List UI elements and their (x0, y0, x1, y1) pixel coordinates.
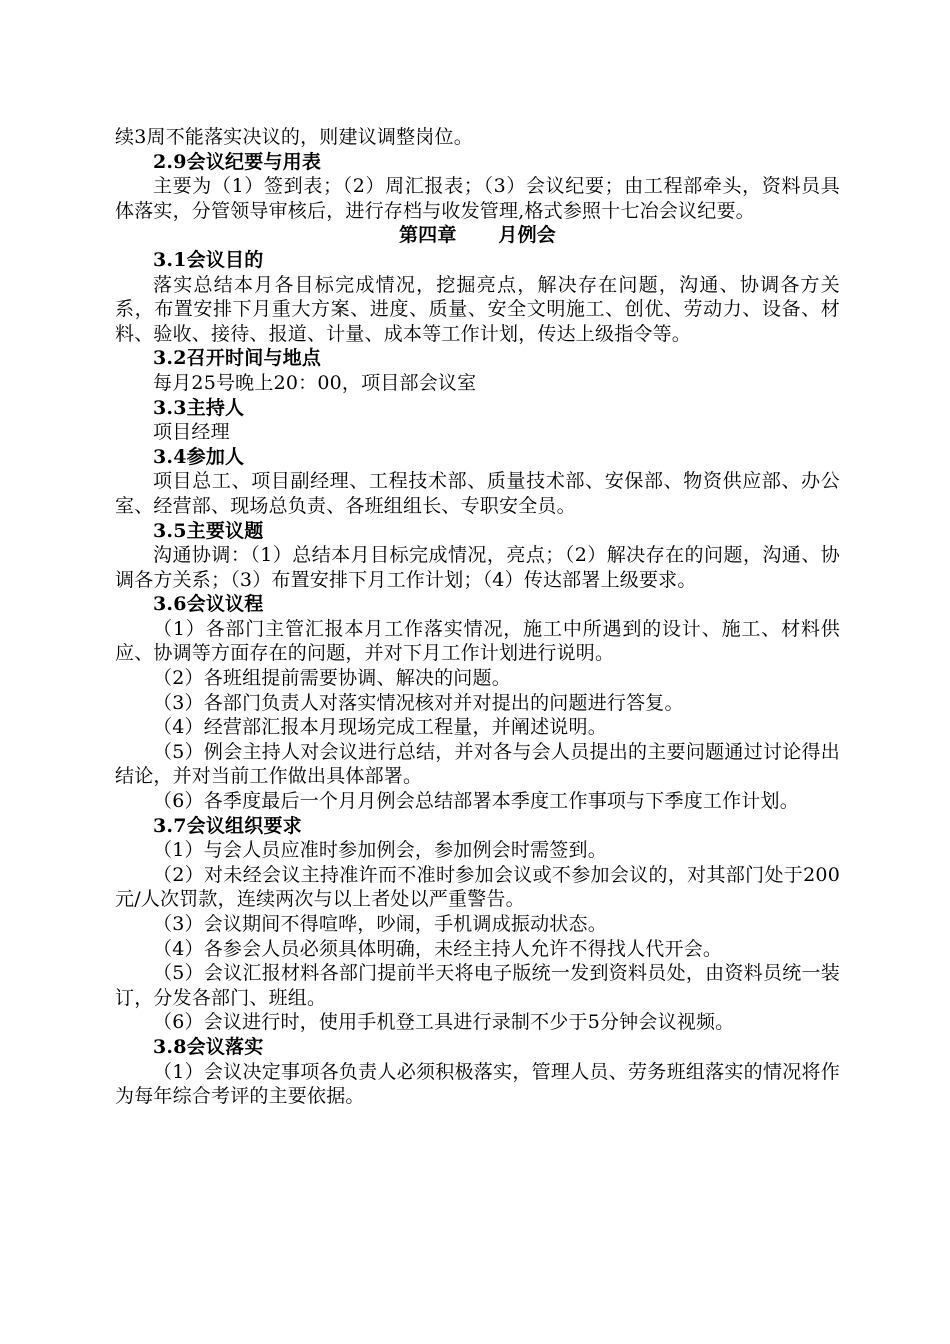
section-heading: 3.7会议组织要求 (153, 814, 302, 837)
paragraph: 项目经理 (153, 421, 230, 444)
list-item: （4）各参会人员必须具体明确，未经主持人允许不得找人代开会。 (153, 937, 723, 960)
list-item: （3）各部门负责人对落实情况核对并对提出的问题进行答复。 (153, 691, 684, 714)
section-heading: 3.1会议目的 (153, 248, 264, 271)
list-item: （4）经营部汇报本月现场完成工程量，并阐述说明。 (153, 716, 607, 739)
list-item: （1）各部门主管汇报本月工作落实情况，施工中所遇到的设计、施工、材料供应、协调等方面存在的问题，并对下月工作计划进行说明。 (115, 617, 840, 665)
list-item: （3）会议期间不得喧哗，吵闹，手机调成振动状态。 (153, 913, 607, 935)
paragraph: 落实总结本月各目标完成情况，挖掘亮点，解决存在问题，沟通、协调各方关系，布置安排下月重大方案、进度、质量、安全文明施工、创优、劳动力、设备、材料、验收、接待、报道、计量、成本等工作计划，传达上级指令等。 (115, 273, 840, 345)
list-item: （1）会议决定事项各负责人必须积极落实，管理人员、劳务班组落实的情况将作为每年综合考评的主要依据。 (115, 1060, 840, 1108)
paragraph: 每月25号晚上20：00，项目部会议室 (153, 371, 477, 394)
section-heading: 3.8会议落实 (153, 1035, 264, 1058)
list-item: （6）各季度最后一个月月例会总结部署本季度工作事项与下季度工作计划。 (153, 790, 799, 813)
list-item: （5）会议汇报材料各部门提前半天将电子版统一发到资料员处，由资料员统一装订，分发各部门、班组。 (115, 962, 840, 1009)
section-heading: 3.3主持人 (153, 396, 245, 419)
section-heading: 3.2召开时间与地点 (153, 347, 322, 370)
section-heading: 3.6会议议程 (153, 593, 264, 616)
list-item: （6）会议进行时，使用手机登工具进行录制不少于5分钟会议视频。 (153, 1011, 735, 1034)
chapter-title: 月例会 (498, 224, 556, 247)
chapter-number: 第四章 (398, 224, 457, 247)
paragraph: 主要为（1）签到表；（2）周汇报表；（3）会议纪要；由工程部牵头，资料员具体落实，分管领导审核后，进行存档与收发管理,格式参照十七冶会议纪要。 (115, 175, 840, 222)
list-item: （2）对未经会议主持准许而不准时参加会议或不参加会议的，对其部门处于200元/人次罚款，连续两次与以上者处以严重警告。 (115, 863, 840, 911)
list-item: （2）各班组提前需要协调、解决的问题。 (153, 667, 511, 690)
document-body (115, 125, 840, 1109)
list-item: （5）例会主持人对会议进行总结，并对各与会人员提出的主要问题通过讨论得出结论，并对当前工作做出具体部署。 (115, 740, 840, 788)
paragraph: 沟通协调：（1）总结本月目标完成情况，亮点；（2）解决存在的问题，沟通、协调各方关系；（3）布置安排下月工作计划；（4）传达部署上级要求。 (115, 544, 840, 591)
paragraph: 续3周不能落实决议的，则建议调整岗位。 (115, 126, 473, 148)
section-heading: 2.9会议纪要与用表 (153, 150, 322, 173)
paragraph: 项目总工、项目副经理、工程技术部、质量技术部、安保部、物资供应部、办公室、经营部、现场总负责、各班组组长、专职安全员。 (115, 470, 840, 517)
list-item: （1）与会人员应准时参加例会，参加例会时需签到。 (153, 839, 607, 862)
chapter-heading (115, 223, 840, 248)
section-heading: 3.5主要议题 (153, 519, 264, 542)
section-heading: 3.4参加人 (153, 445, 245, 468)
